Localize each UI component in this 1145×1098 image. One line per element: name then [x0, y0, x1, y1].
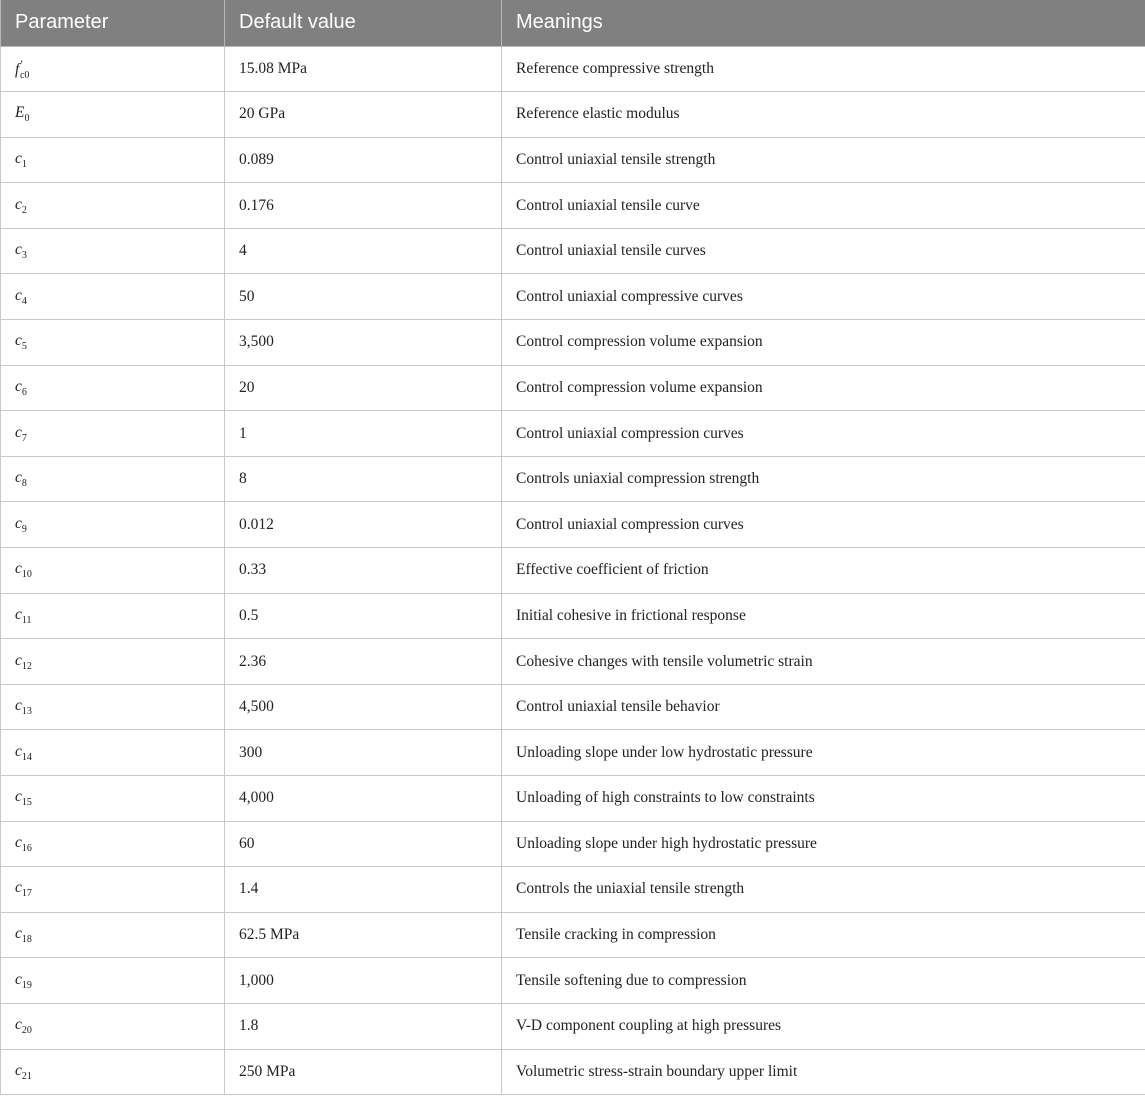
table-row: [1, 274, 1145, 320]
parameter-subscript: 6: [21, 386, 27, 398]
parameter-symbol: c: [15, 149, 22, 167]
parameter-cell: [1, 958, 225, 1004]
default-value-cell: 1.4: [225, 867, 502, 913]
parameter-subscript: 9: [21, 523, 27, 535]
parameter-symbol: c: [15, 560, 22, 578]
parameter-symbol: c: [15, 788, 22, 806]
table-row: [1, 1049, 1145, 1095]
parameter-cell: [1, 320, 225, 366]
parameter-symbol: c: [15, 377, 22, 395]
parameter-subscript: 11: [21, 614, 32, 626]
meaning-cell: Control uniaxial compression curves: [502, 411, 1145, 457]
parameter-subscript: 16: [21, 842, 32, 854]
parameter-cell: [1, 274, 225, 320]
meaning-cell: Reference compressive strength: [502, 46, 1145, 92]
table-row: [1, 776, 1145, 822]
parameter-subscript: 3: [21, 250, 27, 262]
table-row: [1, 92, 1145, 138]
parameter-symbol: c: [15, 469, 22, 487]
parameter-symbol: c: [15, 195, 22, 213]
parameter-subscript: 7: [21, 432, 27, 444]
parameter-subscript: 12: [21, 660, 32, 672]
header-row: [1, 0, 1145, 46]
default-value-cell: 1: [225, 411, 502, 457]
meaning-cell: Control compression volume expansion: [502, 320, 1145, 366]
parameter-subscript: 8: [21, 478, 27, 490]
parameter-cell: [1, 228, 225, 274]
table-row: [1, 958, 1145, 1004]
meaning-cell: Control uniaxial tensile behavior: [502, 684, 1145, 730]
default-value-cell: 0.012: [225, 502, 502, 548]
default-value-cell: 4,000: [225, 776, 502, 822]
meaning-cell: Effective coefficient of friction: [502, 548, 1145, 594]
table-row: [1, 320, 1145, 366]
parameter-subscript: 4: [21, 295, 27, 307]
default-value-cell: 0.5: [225, 593, 502, 639]
meaning-cell: Unloading slope under low hydrostatic pressure: [502, 730, 1145, 776]
parameter-subscript: 21: [21, 1070, 32, 1082]
default-value-cell: 15.08 MPa: [225, 46, 502, 92]
meaning-cell: Cohesive changes with tensile volumetric strain: [502, 639, 1145, 685]
meaning-cell: Control uniaxial compressive curves: [502, 274, 1145, 320]
parameter-subscript: 5: [21, 341, 27, 353]
parameter-cell: [1, 684, 225, 730]
header-parameter: Parameter: [1, 0, 225, 46]
default-value-cell: 300: [225, 730, 502, 776]
parameter-cell: [1, 730, 225, 776]
parameter-symbol: E: [15, 104, 25, 122]
table-row: [1, 411, 1145, 457]
parameter-subscript: 17: [21, 888, 32, 900]
table-row: [1, 912, 1145, 958]
parameter-subscript: 20: [21, 1025, 32, 1037]
meaning-cell: Controls uniaxial compression strength: [502, 456, 1145, 502]
table-row: [1, 183, 1145, 229]
parameter-cell: [1, 821, 225, 867]
parameter-subscript: 1: [21, 158, 27, 170]
default-value-cell: 1,000: [225, 958, 502, 1004]
parameter-symbol: c: [15, 1016, 22, 1034]
meaning-cell: Reference elastic modulus: [502, 92, 1145, 138]
default-value-cell: 2.36: [225, 639, 502, 685]
table-row: [1, 548, 1145, 594]
parameter-subscript: 13: [21, 706, 32, 718]
table-row: [1, 137, 1145, 183]
default-value-cell: 62.5 MPa: [225, 912, 502, 958]
parameter-cell: [1, 46, 225, 92]
parameter-cell: [1, 593, 225, 639]
default-value-cell: 1.8: [225, 1003, 502, 1049]
parameter-symbol: c: [15, 332, 22, 350]
parameter-subscript: 2: [21, 204, 27, 216]
default-value-cell: 8: [225, 456, 502, 502]
table-row: [1, 456, 1145, 502]
parameter-symbol: c: [15, 514, 22, 532]
parameter-symbol: c: [15, 742, 22, 760]
parameter-symbol: c: [15, 651, 22, 669]
parameter-cell: [1, 365, 225, 411]
meaning-cell: Control uniaxial tensile strength: [502, 137, 1145, 183]
parameter-cell: [1, 639, 225, 685]
table-row: [1, 593, 1145, 639]
default-value-cell: 3,500: [225, 320, 502, 366]
parameter-cell: [1, 92, 225, 138]
parameter-cell: [1, 867, 225, 913]
parameter-subscript: 10: [21, 569, 32, 581]
parameter-symbol: c: [15, 605, 22, 623]
meaning-cell: Tensile softening due to compression: [502, 958, 1145, 1004]
parameter-symbol: c: [15, 833, 22, 851]
table-row: [1, 46, 1145, 92]
default-value-cell: 4,500: [225, 684, 502, 730]
parameter-subscript: 14: [21, 751, 32, 763]
parameter-cell: [1, 456, 225, 502]
table-body: [1, 46, 1145, 1095]
meaning-cell: Controls the uniaxial tensile strength: [502, 867, 1145, 913]
table-row: [1, 639, 1145, 685]
parameter-symbol: c: [15, 879, 22, 897]
default-value-cell: 0.089: [225, 137, 502, 183]
parameter-subscript: c0: [19, 69, 30, 81]
meaning-cell: Unloading slope under high hydrostatic pressure: [502, 821, 1145, 867]
parameter-subscript: 19: [21, 979, 32, 991]
default-value-cell: 50: [225, 274, 502, 320]
parameter-cell: [1, 137, 225, 183]
table-header: [1, 0, 1145, 46]
table-row: [1, 867, 1145, 913]
default-value-cell: 60: [225, 821, 502, 867]
parameter-symbol: c: [15, 241, 22, 259]
parameter-symbol: c: [15, 970, 22, 988]
meaning-cell: Control uniaxial compression curves: [502, 502, 1145, 548]
table-row: [1, 502, 1145, 548]
meaning-cell: Initial cohesive in frictional response: [502, 593, 1145, 639]
parameter-subscript: 0: [24, 113, 30, 125]
meaning-cell: Control uniaxial tensile curves: [502, 228, 1145, 274]
parameter-symbol: c: [15, 1061, 22, 1079]
meaning-cell: Control uniaxial tensile curve: [502, 183, 1145, 229]
default-value-cell: 20 GPa: [225, 92, 502, 138]
parameter-subscript: 18: [21, 934, 32, 946]
parameter-cell: [1, 776, 225, 822]
meaning-cell: Volumetric stress-strain boundary upper limit: [502, 1049, 1145, 1095]
header-meanings: Meanings: [502, 0, 1145, 46]
parameter-symbol: f: [15, 60, 20, 78]
parameter-cell: [1, 548, 225, 594]
meaning-cell: Unloading of high constraints to low constraints: [502, 776, 1145, 822]
parameter-symbol: c: [15, 925, 22, 943]
parameter-cell: [1, 502, 225, 548]
header-default-value: Default value: [225, 0, 502, 46]
parameter-cell: [1, 411, 225, 457]
table-row: [1, 1003, 1145, 1049]
meaning-cell: Control compression volume expansion: [502, 365, 1145, 411]
default-value-cell: 4: [225, 228, 502, 274]
parameter-prime: ′: [20, 56, 23, 71]
default-value-cell: 0.176: [225, 183, 502, 229]
default-value-cell: 0.33: [225, 548, 502, 594]
meaning-cell: Tensile cracking in compression: [502, 912, 1145, 958]
parameter-cell: [1, 183, 225, 229]
parameter-symbol: c: [15, 286, 22, 304]
default-value-cell: 20: [225, 365, 502, 411]
parameter-cell: [1, 1003, 225, 1049]
table-row: [1, 821, 1145, 867]
parameter-subscript: 15: [21, 797, 32, 809]
parameter-symbol: c: [15, 697, 22, 715]
table-row: [1, 228, 1145, 274]
parameter-cell: [1, 1049, 225, 1095]
table-row: [1, 684, 1145, 730]
meaning-cell: V-D component coupling at high pressures: [502, 1003, 1145, 1049]
default-value-cell: 250 MPa: [225, 1049, 502, 1095]
parameter-cell: [1, 912, 225, 958]
parameter-symbol: c: [15, 423, 22, 441]
table-row: [1, 365, 1145, 411]
table-row: [1, 730, 1145, 776]
